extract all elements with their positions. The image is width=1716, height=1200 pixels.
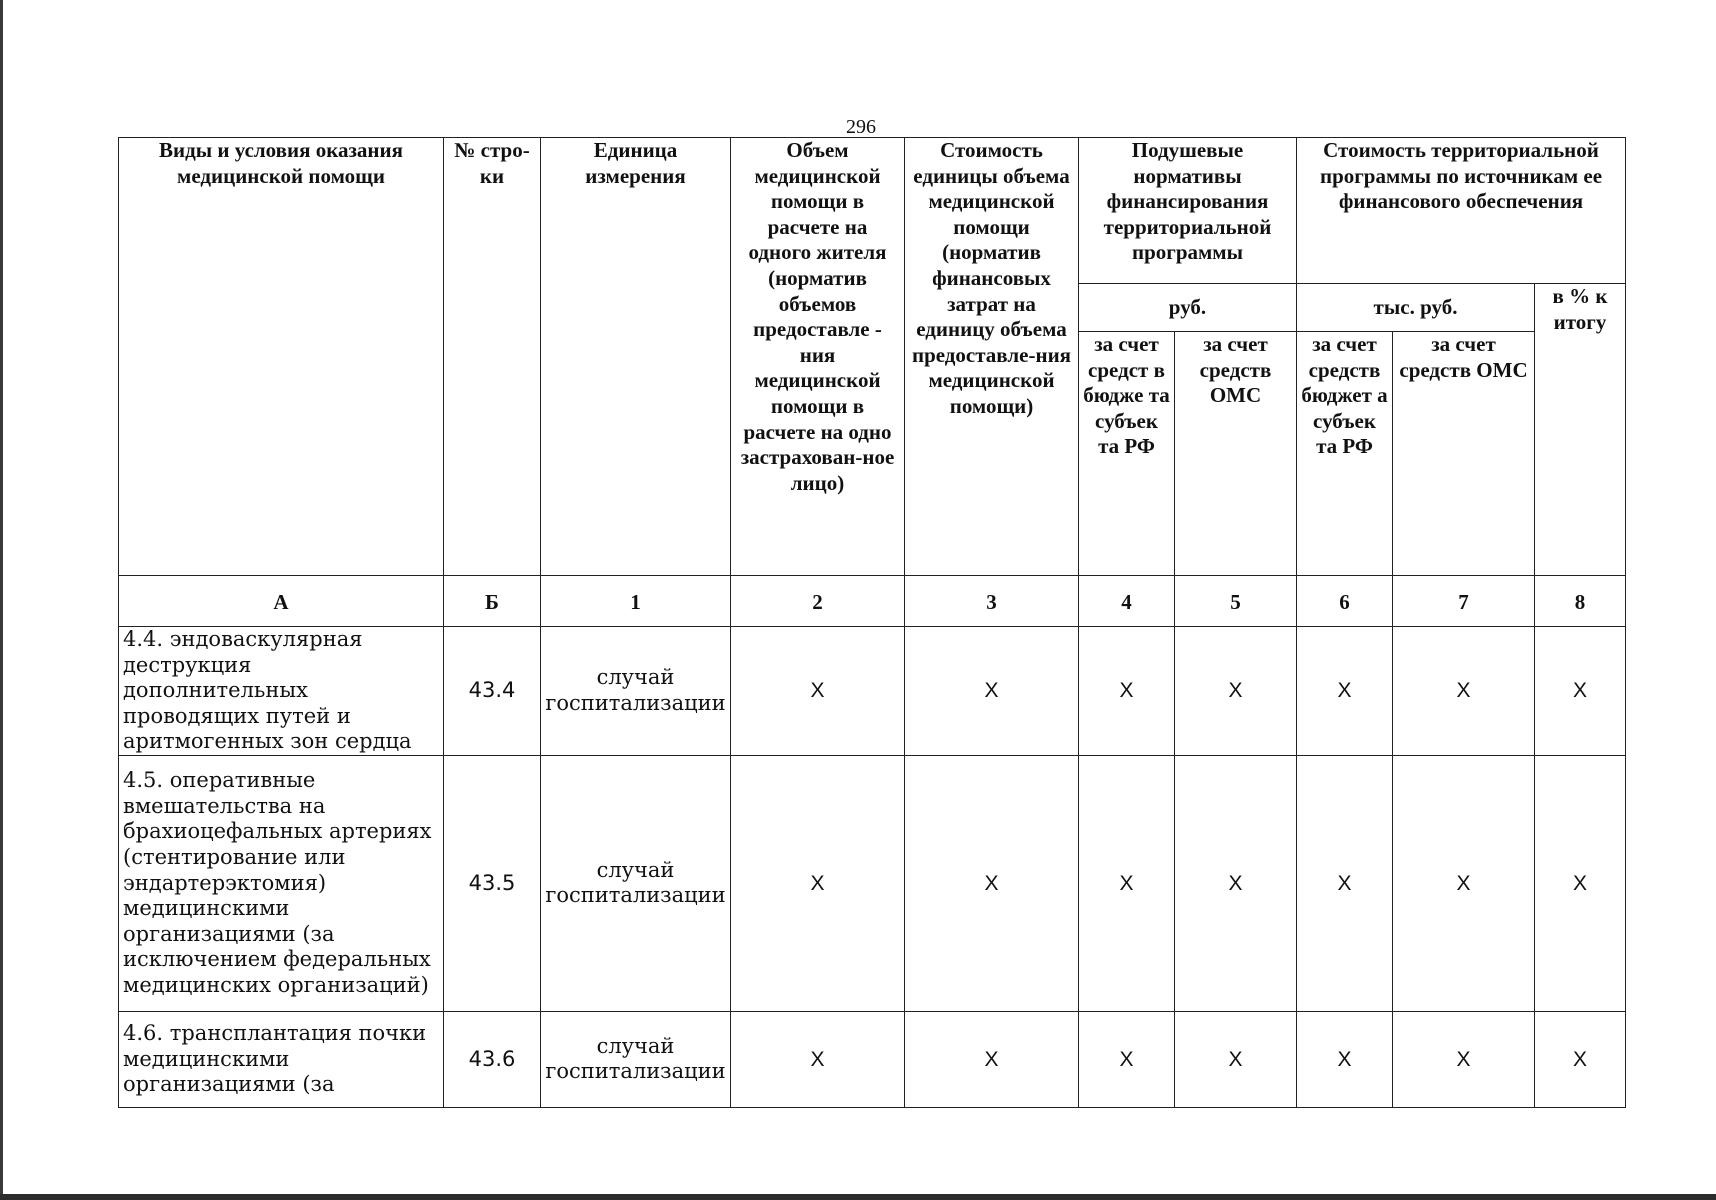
header-col-7: за счет средств ОМС — [1393, 332, 1535, 576]
row-value: X — [1297, 627, 1393, 756]
row-name: 4.4. эндоваскулярная деструкция дополнительных проводящих путей и аритмогенных зон сердца — [119, 627, 444, 756]
row-number: 43.5 — [444, 755, 541, 1011]
table-row — [119, 755, 1626, 1011]
header-per-capita-group: Подушевые нормативы финансирования территориальной программы — [1079, 138, 1297, 284]
row-number: 43.4 — [444, 627, 541, 756]
row-value: X — [1175, 627, 1297, 756]
row-value: X — [1535, 1011, 1626, 1107]
row-value: X — [1535, 755, 1626, 1011]
header-row-1 — [119, 138, 1626, 284]
row-value: X — [731, 627, 905, 756]
header-col-2: Объем медицинской помощи в расчете на одного жителя (норматив объемов предоставле - ния медицинской помощи в расчете на одно застрахован-ное лицо) — [731, 138, 905, 576]
row-unit: случай госпитализации — [541, 1011, 731, 1107]
row-value: X — [1175, 755, 1297, 1011]
index-cell: 5 — [1175, 576, 1297, 627]
row-value: X — [1393, 627, 1535, 756]
row-value: X — [1297, 1011, 1393, 1107]
row-name: 4.5. оперативные вмешательства на брахиоцефальных артериях (стентирование или эндартерэктомия) медицинскими организациями (за исключением федеральных медицинских организаций) — [119, 755, 444, 1011]
header-col-1: Единица измерения — [541, 138, 731, 576]
row-value: X — [1079, 755, 1175, 1011]
row-value: X — [905, 755, 1079, 1011]
index-cell: 8 — [1535, 576, 1626, 627]
header-rub: руб. — [1079, 284, 1297, 332]
row-unit: случай госпитализации — [541, 627, 731, 756]
row-value: X — [1175, 1011, 1297, 1107]
scan-edge-bottom — [0, 1194, 1716, 1200]
index-cell: А — [119, 576, 444, 627]
header-col-5: за счет средств ОМС — [1175, 332, 1297, 576]
header-percent-total: в % к итогу — [1535, 284, 1626, 576]
index-cell: 3 — [905, 576, 1079, 627]
row-unit: случай госпитализации — [541, 755, 731, 1011]
row-name: 4.6. трансплантация почки медицинскими организациями (за — [119, 1011, 444, 1107]
header-col-b: № стро-ки — [444, 138, 541, 576]
header-thousand-rub: тыс. руб. — [1297, 284, 1535, 332]
row-value: X — [905, 627, 1079, 756]
header-col-a: Виды и условия оказания медицинской помощи — [119, 138, 444, 576]
header-col-6: за счет средств бюджет а субъек та РФ — [1297, 332, 1393, 576]
scan-edge-left — [0, 0, 3, 1200]
index-cell: 7 — [1393, 576, 1535, 627]
row-value: X — [1297, 755, 1393, 1011]
row-value: X — [1393, 755, 1535, 1011]
row-value: X — [1535, 627, 1626, 756]
page-number: 296 — [846, 116, 876, 138]
row-value: X — [1079, 1011, 1175, 1107]
table-row — [119, 1011, 1626, 1107]
row-number: 43.6 — [444, 1011, 541, 1107]
header-col-4: за счет средст в бюдже та субъек та РФ — [1079, 332, 1175, 576]
table-row — [119, 627, 1626, 756]
row-value: X — [1079, 627, 1175, 756]
index-cell: 6 — [1297, 576, 1393, 627]
row-value: X — [731, 1011, 905, 1107]
index-cell: Б — [444, 576, 541, 627]
row-value: X — [1393, 1011, 1535, 1107]
index-cell: 4 — [1079, 576, 1175, 627]
index-cell: 1 — [541, 576, 731, 627]
budget-table — [118, 137, 1626, 1108]
column-index-row — [119, 576, 1626, 627]
row-value: X — [905, 1011, 1079, 1107]
row-value: X — [731, 755, 905, 1011]
index-cell: 2 — [731, 576, 905, 627]
header-cost-group: Стоимость территориальной программы по источникам ее финансового обеспечения — [1297, 138, 1626, 284]
header-col-3: Стоимость единицы объема медицинской помощи (норматив финансовых затрат на единицу объема предоставле-ния медицинской помощи) — [905, 138, 1079, 576]
